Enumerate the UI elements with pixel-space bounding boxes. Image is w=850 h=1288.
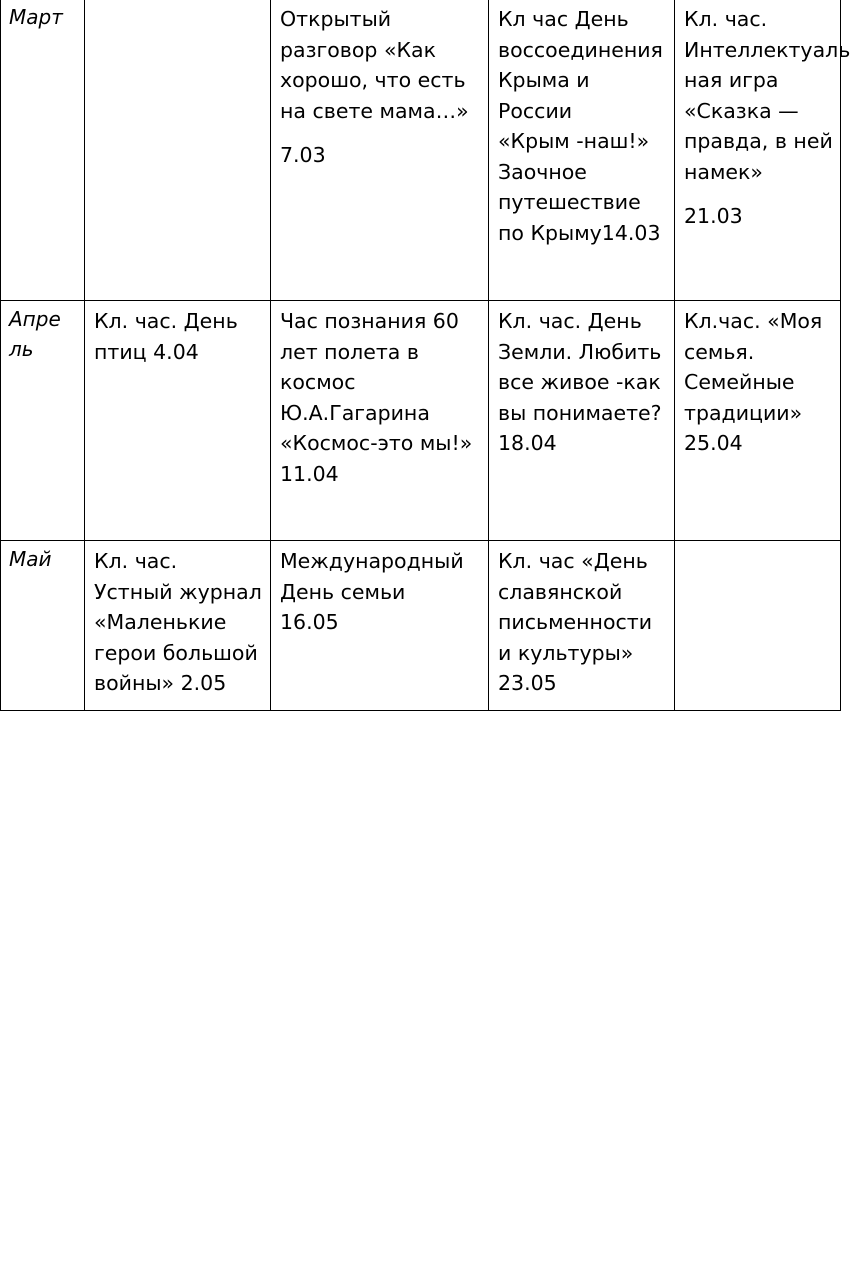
table-row-april (1, 301, 841, 541)
event-text: Международный День семьи 16.05 (280, 549, 464, 634)
event-cell (85, 301, 271, 541)
event-text: Кл. час. День птиц 4.04 (94, 309, 238, 364)
event-cell (85, 0, 271, 301)
event-cell (271, 0, 489, 301)
month-label: Май (9, 547, 52, 571)
event-cell (85, 541, 271, 711)
month-cell (1, 0, 85, 301)
event-date: 7.03 (280, 143, 326, 167)
month-cell (1, 541, 85, 711)
event-text: Кл. час. Устный журнал «Маленькие герои большой войны» 2.05 (94, 549, 262, 695)
event-cell (271, 541, 489, 711)
table-row-march (1, 0, 841, 301)
event-cell (675, 0, 850, 301)
event-text: Час познания 60 лет полета в космос Ю.А.Гагарина «Космос-это мы!» 11.04 (280, 309, 473, 486)
event-text (85, 0, 270, 4)
month-cell (1, 301, 85, 541)
event-cell (489, 541, 675, 711)
month-label: Март (9, 5, 63, 29)
event-cell (489, 0, 675, 301)
event-date: 21.03 (684, 204, 743, 228)
table-row-may (1, 541, 841, 711)
event-text (675, 541, 840, 546)
event-text: Кл час День воссоединения Крыма и России «Крым -наш!» Заочное путешествие по Крыму14.03 (498, 7, 663, 245)
event-text: Кл.час. «Моя семья. Семейные традиции» 25.04 (684, 309, 823, 455)
event-cell (271, 301, 489, 541)
event-text: Кл. час «День славянской письменности и культуры» 23.05 (498, 549, 653, 695)
month-label: Апре ль (9, 307, 61, 361)
event-text: Открытый разговор «Как хорошо, что есть на свете мама…» (280, 7, 469, 123)
event-text: Кл. час. Интеллектуаль ная игра «Сказка — правда, в ней намек» (684, 7, 850, 184)
event-cell (675, 301, 841, 541)
event-text: Кл. час. День Земли. Любить все живое -как вы понимаете? 18.04 (498, 309, 662, 455)
event-cell (675, 541, 841, 711)
event-cell (489, 301, 675, 541)
